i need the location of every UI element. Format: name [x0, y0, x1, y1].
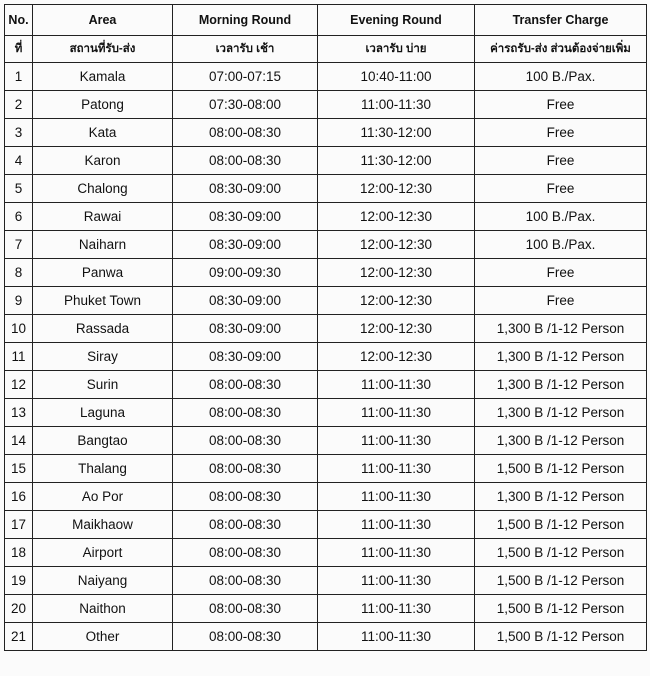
- row-evening-time: 11:00-11:30: [318, 511, 475, 539]
- row-morning-time: 08:30-09:00: [173, 231, 318, 259]
- row-evening-time: 11:00-11:30: [318, 567, 475, 595]
- table-row: [5, 483, 647, 511]
- row-transfer-charge: 1,500 B /1-12 Person: [475, 567, 647, 595]
- row-transfer-charge: Free: [475, 119, 647, 147]
- row-morning-time: 07:00-07:15: [173, 63, 318, 91]
- row-number: 2: [5, 91, 33, 119]
- table-row: [5, 63, 647, 91]
- row-transfer-charge: 1,300 B /1-12 Person: [475, 483, 647, 511]
- row-morning-time: 08:00-08:30: [173, 511, 318, 539]
- row-evening-time: 11:00-11:30: [318, 595, 475, 623]
- row-number: 5: [5, 175, 33, 203]
- row-number: 12: [5, 371, 33, 399]
- header-no: No.: [5, 5, 33, 36]
- table-row: [5, 91, 647, 119]
- table-row: [5, 203, 647, 231]
- row-morning-time: 08:30-09:00: [173, 343, 318, 371]
- row-morning-time: 08:30-09:00: [173, 315, 318, 343]
- row-evening-time: 11:00-11:30: [318, 427, 475, 455]
- table-row: [5, 623, 647, 651]
- row-morning-time: 08:00-08:30: [173, 455, 318, 483]
- table-row: [5, 175, 647, 203]
- row-evening-time: 11:00-11:30: [318, 399, 475, 427]
- row-transfer-charge: Free: [475, 147, 647, 175]
- row-evening-time: 12:00-12:30: [318, 203, 475, 231]
- row-number: 20: [5, 595, 33, 623]
- row-evening-time: 11:00-11:30: [318, 623, 475, 651]
- row-area: Surin: [33, 371, 173, 399]
- header-charge-thai: ค่ารถรับ-ส่ง ส่วนต้องจ่ายเพิ่ม: [475, 36, 647, 63]
- row-evening-time: 12:00-12:30: [318, 315, 475, 343]
- table-row: [5, 595, 647, 623]
- table-row: [5, 511, 647, 539]
- row-evening-time: 11:30-12:00: [318, 119, 475, 147]
- row-morning-time: 08:00-08:30: [173, 483, 318, 511]
- row-transfer-charge: 100 B./Pax.: [475, 63, 647, 91]
- row-evening-time: 12:00-12:30: [318, 175, 475, 203]
- row-number: 8: [5, 259, 33, 287]
- header-morning-thai: เวลารับ เช้า: [173, 36, 318, 63]
- table-row: [5, 539, 647, 567]
- row-evening-time: 11:00-11:30: [318, 455, 475, 483]
- row-number: 15: [5, 455, 33, 483]
- row-transfer-charge: 1,300 B /1-12 Person: [475, 371, 647, 399]
- row-area: Airport: [33, 539, 173, 567]
- row-evening-time: 11:00-11:30: [318, 539, 475, 567]
- row-transfer-charge: 1,300 B /1-12 Person: [475, 343, 647, 371]
- row-area: Panwa: [33, 259, 173, 287]
- row-area: Kamala: [33, 63, 173, 91]
- row-transfer-charge: Free: [475, 287, 647, 315]
- header-area-thai: สถานที่รับ-ส่ง: [33, 36, 173, 63]
- row-morning-time: 08:00-08:30: [173, 399, 318, 427]
- row-area: Patong: [33, 91, 173, 119]
- row-transfer-charge: 1,500 B /1-12 Person: [475, 455, 647, 483]
- row-transfer-charge: Free: [475, 259, 647, 287]
- row-area: Kata: [33, 119, 173, 147]
- row-transfer-charge: 100 B./Pax.: [475, 231, 647, 259]
- row-area: Naithon: [33, 595, 173, 623]
- row-morning-time: 08:00-08:30: [173, 147, 318, 175]
- table-row: [5, 287, 647, 315]
- table-header: [5, 5, 647, 63]
- row-transfer-charge: Free: [475, 91, 647, 119]
- row-transfer-charge: 1,300 B /1-12 Person: [475, 399, 647, 427]
- row-area: Ao Por: [33, 483, 173, 511]
- row-evening-time: 12:00-12:30: [318, 231, 475, 259]
- row-transfer-charge: 1,300 B /1-12 Person: [475, 427, 647, 455]
- row-area: Naiyang: [33, 567, 173, 595]
- header-row-thai: [5, 36, 647, 63]
- row-number: 16: [5, 483, 33, 511]
- row-morning-time: 08:30-09:00: [173, 175, 318, 203]
- row-area: Laguna: [33, 399, 173, 427]
- row-transfer-charge: 1,500 B /1-12 Person: [475, 595, 647, 623]
- table-row: [5, 427, 647, 455]
- row-transfer-charge: 100 B./Pax.: [475, 203, 647, 231]
- row-transfer-charge: 1,500 B /1-12 Person: [475, 511, 647, 539]
- header-evening-round: Evening Round: [318, 5, 475, 36]
- transfer-schedule-table: [4, 4, 647, 651]
- header-transfer-charge: Transfer Charge: [475, 5, 647, 36]
- row-transfer-charge: Free: [475, 175, 647, 203]
- row-evening-time: 11:00-11:30: [318, 91, 475, 119]
- row-area: Chalong: [33, 175, 173, 203]
- row-evening-time: 12:00-12:30: [318, 259, 475, 287]
- row-morning-time: 08:00-08:30: [173, 427, 318, 455]
- header-evening-thai: เวลารับ บ่าย: [318, 36, 475, 63]
- row-morning-time: 08:00-08:30: [173, 623, 318, 651]
- row-morning-time: 08:00-08:30: [173, 119, 318, 147]
- row-area: Maikhaow: [33, 511, 173, 539]
- table-row: [5, 455, 647, 483]
- row-number: 9: [5, 287, 33, 315]
- header-no-thai: ที่: [5, 36, 33, 63]
- row-number: 19: [5, 567, 33, 595]
- row-number: 14: [5, 427, 33, 455]
- header-area: Area: [33, 5, 173, 36]
- row-number: 18: [5, 539, 33, 567]
- row-area: Thalang: [33, 455, 173, 483]
- row-number: 7: [5, 231, 33, 259]
- row-number: 11: [5, 343, 33, 371]
- row-morning-time: 08:00-08:30: [173, 539, 318, 567]
- row-area: Rawai: [33, 203, 173, 231]
- table-row: [5, 371, 647, 399]
- table-row: [5, 343, 647, 371]
- row-morning-time: 08:30-09:00: [173, 203, 318, 231]
- row-transfer-charge: 1,500 B /1-12 Person: [475, 623, 647, 651]
- header-morning-round: Morning Round: [173, 5, 318, 36]
- row-transfer-charge: 1,300 B /1-12 Person: [475, 315, 647, 343]
- row-number: 3: [5, 119, 33, 147]
- header-row-english: [5, 5, 647, 36]
- row-morning-time: 08:30-09:00: [173, 287, 318, 315]
- table-row: [5, 399, 647, 427]
- table-row: [5, 147, 647, 175]
- row-area: Naiharn: [33, 231, 173, 259]
- row-morning-time: 08:00-08:30: [173, 595, 318, 623]
- row-evening-time: 11:30-12:00: [318, 147, 475, 175]
- row-morning-time: 08:00-08:30: [173, 371, 318, 399]
- row-number: 21: [5, 623, 33, 651]
- row-number: 6: [5, 203, 33, 231]
- row-evening-time: 12:00-12:30: [318, 287, 475, 315]
- row-evening-time: 11:00-11:30: [318, 371, 475, 399]
- table-row: [5, 119, 647, 147]
- row-evening-time: 10:40-11:00: [318, 63, 475, 91]
- row-area: Phuket Town: [33, 287, 173, 315]
- row-morning-time: 07:30-08:00: [173, 91, 318, 119]
- row-number: 4: [5, 147, 33, 175]
- row-number: 13: [5, 399, 33, 427]
- table-body: [5, 63, 647, 651]
- row-evening-time: 12:00-12:30: [318, 343, 475, 371]
- row-number: 10: [5, 315, 33, 343]
- row-area: Siray: [33, 343, 173, 371]
- table-row: [5, 231, 647, 259]
- table-row: [5, 567, 647, 595]
- row-number: 1: [5, 63, 33, 91]
- row-number: 17: [5, 511, 33, 539]
- row-morning-time: 08:00-08:30: [173, 567, 318, 595]
- row-transfer-charge: 1,500 B /1-12 Person: [475, 539, 647, 567]
- table-row: [5, 315, 647, 343]
- row-area: Other: [33, 623, 173, 651]
- row-area: Bangtao: [33, 427, 173, 455]
- row-area: Rassada: [33, 315, 173, 343]
- row-area: Karon: [33, 147, 173, 175]
- row-evening-time: 11:00-11:30: [318, 483, 475, 511]
- table-row: [5, 259, 647, 287]
- row-morning-time: 09:00-09:30: [173, 259, 318, 287]
